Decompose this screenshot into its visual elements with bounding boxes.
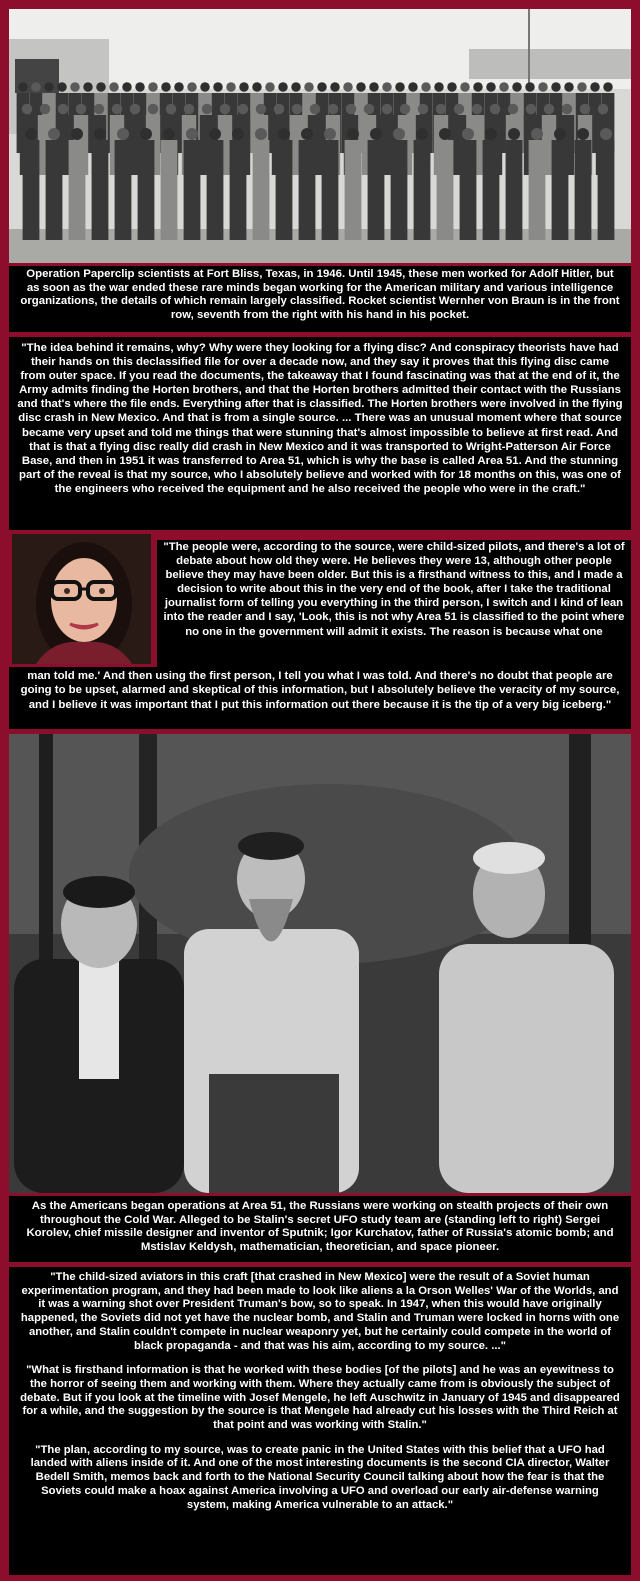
soviet-photo-illustration (9, 734, 631, 1193)
paperclip-caption: Operation Paperclip scientists at Fort Bliss, Texas, in 1946. Until 1945, these men worked for Adolf Hitler, but as soon as the war ended these rare minds began working for the American military and various intelligence organizations, the details of which remain largely classified. Rocket scientist Wernher von Braun is in the front row, seventh from the right with his hand in his pocket. (9, 266, 631, 332)
soviet-caption: As the Americans began operations at Area 51, the Russians were working on stealth projects of their own throughout the Cold War. Alleged to be Stalin's secret UFO study team are (standing left to right) Sergei Korolev, chief missile designer and inventor of Sputnik; Igor Kurchatov, father of Russia's atomic bomb; and Mstislav Keldysh, mathematician, theoretician, and space pioneer. (9, 1196, 631, 1262)
paperclip-group-photo (9, 9, 631, 263)
author-portrait-illustration (12, 534, 151, 664)
soviet-program-quote-1: "The child-sized aviators in this craft [that crashed in New Mexico] were the result of a Soviet human experimentation program, and they had been made to look like aliens a la Orson Welles' War of the Worlds, and it was a warning shot over President Truman's bow, so to speak. In 1947, when this would have originally happened, the Soviets did not yet have the nuclear bomb, and Stalin and Truman were locked in horns with one another, and Stalin couldn't compete in nuclear weaponry yet, but he certainly could compete in the world of black propaganda - and that was his aim, according to my source. ..." (20, 1271, 620, 1352)
soviet-program-quote-2: "What is firsthand information is that he worked with these bodies [of the pilots] and he was an eyewitness to the horror of seeing them and working with them. Where they actually came from is obviously the subject of debate. But if you look at the timeline with Josef Mengele, he left Auschwitz in January of 1945 and disappeared for a while, and the suggestion by the source is that Mengele had already cut his losses with the Third Reich at that point and was working with Stalin." (20, 1364, 620, 1432)
paperclip-photo-illustration (9, 9, 631, 263)
child-pilots-quote-part1: "The people were, according to the source, were child-sized pilots, and there's a lot of debate about how old they were. He believes they were 13, although other people believe they may have been older. But this is a firsthand witness to this, and I made a decision to write about this in the very end of the book, after I take the traditional journalist form of telling you everything in the third person, I switch and I kind of lean into the reader and I say, 'Look, this is not why Area 51 is classified to the point where no one in the government will admit it exists. The reason is because what one (157, 540, 631, 668)
soviet-program-quotes (9, 1267, 631, 1575)
flying-disc-quote: "The idea behind it remains, why? Why were they looking for a flying disc? And conspiracy theorists have had their hands on this declassified file for over a decade now, and they say it proves that this flying disc came from outer space. If you read the documents, the takeaway that I found fascinating was that at the end of it, the Army admits finding the Horten brothers, and that the Horten brothers admitted their contact with the Russians and that's where the file ends. Everything after that is classified. The Horten brothers were involved in the flying disc crash in New Mexico. And that is from a single source. ... There was an unusual moment where that source became very upset and told me things that were stunning that's almost impossible to believe at first read. And that is that a flying disc really did crash in New Mexico and it was transported to Wright-Patterson Air Force Base, and then in 1951 it was transferred to Area 51, which is why the base is called Area 51. And the stunning part of the reveal is that my source, who I absolutely believe and worked with for 18 months on this, was one of the engineers who received the equipment and he also received the people who were in the craft." (9, 337, 631, 530)
soviet-program-quote-3: "The plan, according to my source, was to create panic in the United States with this belief that a UFO had landed with aliens inside of it. And one of the most interesting documents is the second CIA director, Walter Bedell Smith, memos back and forth to the National Security Council talking about how the fear is that the Soviets could make a hoax against America involving a UFO and overload our early air-defense warning system, making America vulnerable to an attack." (30, 1443, 610, 1511)
soviet-scientists-photo (9, 734, 631, 1193)
child-pilots-quote-part2: man told me.' And then using the first person, I tell you what I was told. And there's no doubt that people are going to be upset, alarmed and skeptical of this information, but I absolutely believe the veracity of my source, and I believe it was important that I put this information out there because it is the tip of a very big iceberg." (9, 667, 631, 729)
author-portrait (9, 531, 154, 667)
